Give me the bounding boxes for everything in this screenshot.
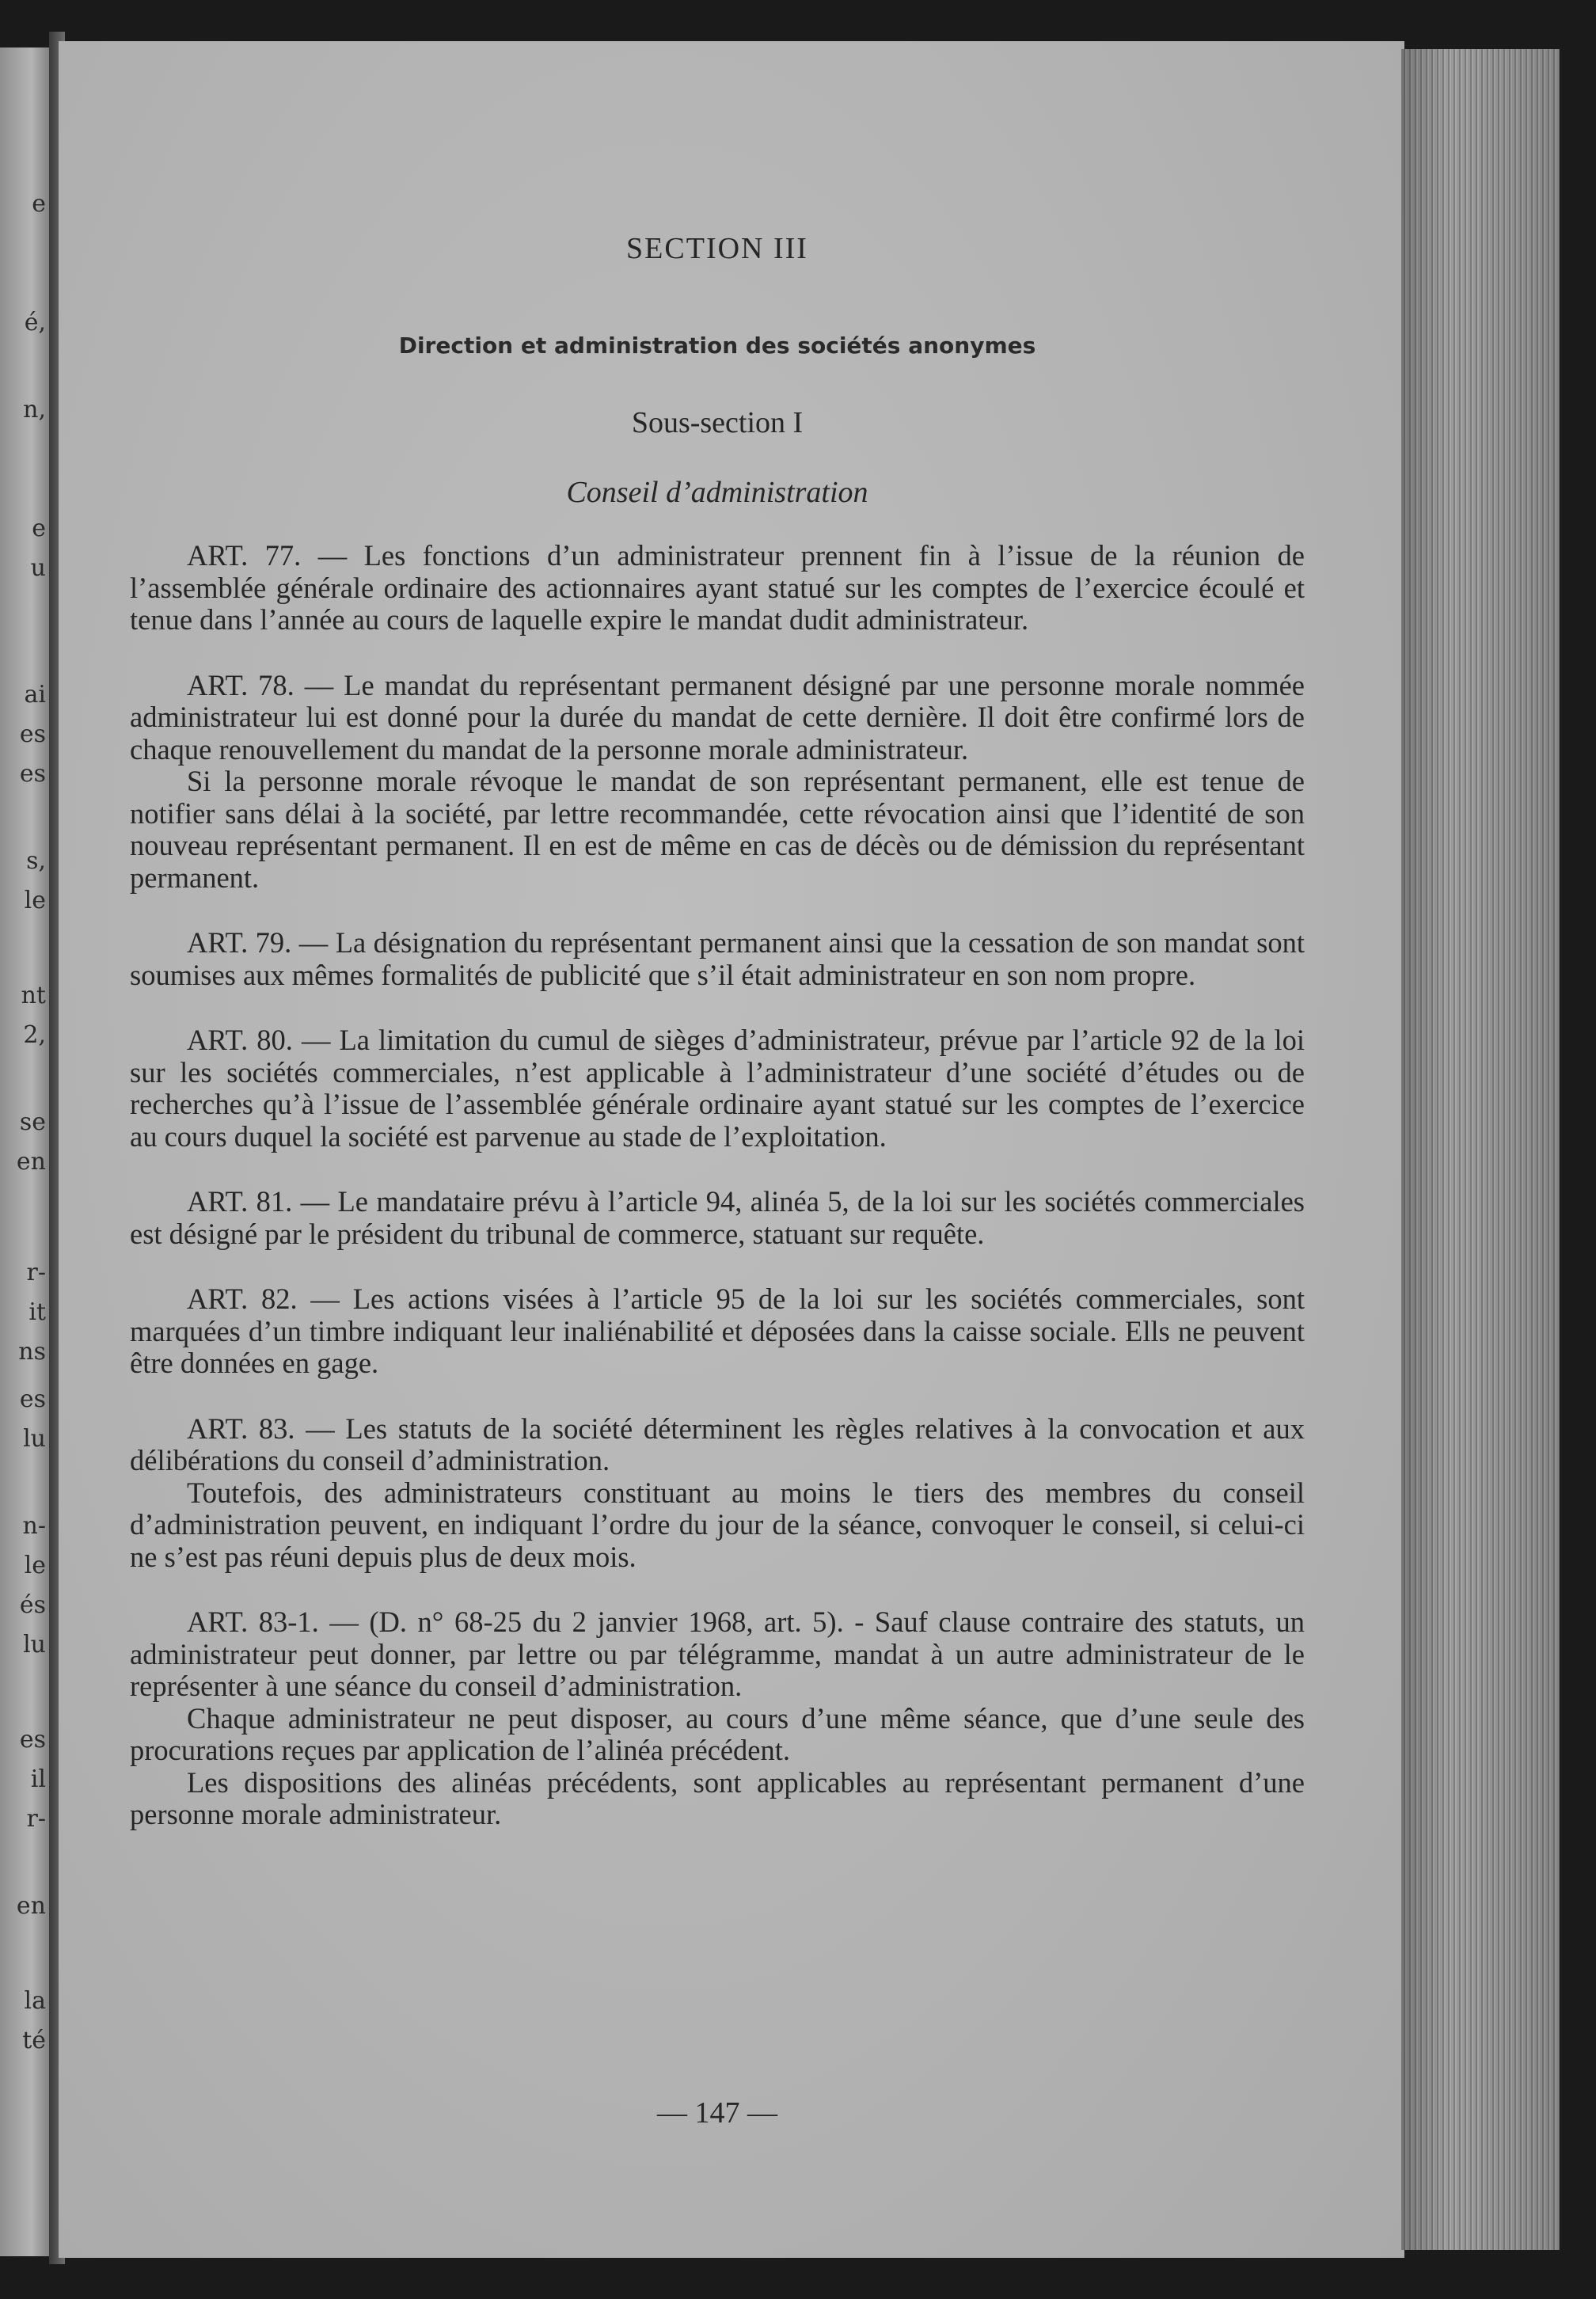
left-page-fragment: en: [16, 1148, 46, 1176]
article: [130, 927, 1305, 991]
article: [130, 540, 1305, 636]
left-page-fragment: le: [24, 1552, 46, 1579]
left-page-fragment: en: [16, 1892, 46, 1920]
article-paragraph: ART. 81. — Le mandataire prévu à l’article 94, alinéa 5, de la loi sur les sociétés commerciales est désigné par le président du tribunal de commerce, statuant sur requête.: [130, 1185, 1305, 1250]
left-page-fragment: es: [19, 1726, 46, 1754]
article-paragraph: Les dispositions des alinéas précédents, sont applicables au représentant permanent d’une personne morale administrateur.: [130, 1765, 1305, 1830]
left-page-fragment: la: [24, 1987, 46, 2015]
left-page-fragment: e: [32, 515, 46, 542]
left-page-fragment: é,: [24, 309, 46, 336]
article: [130, 1024, 1305, 1153]
left-page-fragment: r-: [26, 1259, 46, 1286]
left-page-fragment: le: [24, 887, 46, 914]
subsection-heading: Conseil d’administration: [566, 476, 868, 509]
left-page-fragment: it: [28, 1298, 46, 1326]
article: [130, 1606, 1305, 1831]
document-page: [59, 41, 1404, 2258]
article-paragraph: ART. 80. — La limitation du cumul de sièges d’administrateur, prévue par l’article 92 de la loi sur les sociétés commerciales, n’est applicable à l’administrateur d’une société d’études ou de recherches qu’à l’issue de l’assemblée générale ordinaire ayant statué sur les comptes de l’exercice au cours duquel la société est parvenue au stade de l’exploitation.: [130, 1024, 1305, 1153]
left-page-fragment: 2,: [23, 1021, 46, 1049]
left-page-fragment: u: [30, 554, 46, 582]
section-subtitle: Direction et administration des sociétés anonymes: [398, 332, 1036, 359]
article-paragraph: Toutefois, des administrateurs constituant au moins le tiers des membres du conseil d’administration peuvent, en indiquant l’ordre du jour de la séance, convoquer le conseil, si celui-ci ne s’est pas réuni depuis plus de deux mois.: [130, 1476, 1305, 1573]
section-title: SECTION III: [626, 232, 808, 265]
left-page-fragment: n-: [22, 1512, 46, 1540]
article-paragraph: ART. 82. — Les actions visées à l’article 95 de la loi sur les sociétés commerciales, sont marquées d’un timbre indiquant leur inaliénabilité et déposées dans la caisse sociale. Ells ne peuvent être données en gage.: [130, 1282, 1305, 1379]
page-number: — 147 —: [657, 2096, 777, 2130]
left-facing-page: [0, 48, 52, 2256]
articles-body: [130, 540, 1305, 1864]
left-page-fragment: n,: [23, 396, 46, 424]
left-page-fragment: lu: [23, 1425, 46, 1453]
article: [130, 1186, 1305, 1250]
left-page-fragment: té: [22, 2027, 46, 2054]
article-paragraph: ART. 83. — Les statuts de la société déterminent les règles relatives à la convocation et aux délibérations du conseil d’administration.: [130, 1412, 1305, 1476]
article: [130, 1283, 1305, 1380]
left-page-fragment: es: [19, 1385, 46, 1413]
page-edges: [1401, 49, 1560, 2250]
left-page-fragment: r-: [26, 1805, 46, 1833]
article-paragraph: ART. 83-1. — (D. n° 68-25 du 2 janvier 1968, art. 5). - Sauf clause contraire des statuts, un administrateur peut donner, par lettre ou par télégramme, mandat à un autre administrateur de le représenter à une séance du conseil d’administration.: [130, 1606, 1305, 1702]
subsection-title: Sous-section I: [631, 406, 804, 439]
left-page-fragment: nt: [21, 982, 46, 1009]
left-page-fragment: il: [30, 1765, 46, 1793]
article-paragraph: ART. 78. — Le mandat du représentant permanent désigné par une personne morale nommée administrateur lui est donné pour la durée du mandat de cette dernière. Il doit être confirmé lors de chaque renouvellement du mandat de la personne morale administrateur.: [130, 668, 1305, 766]
left-page-fragment: e: [32, 190, 46, 218]
left-page-fragment: se: [19, 1108, 46, 1136]
left-page-fragment: s,: [26, 847, 46, 875]
left-page-fragment: ns: [18, 1338, 46, 1366]
article-paragraph: Chaque administrateur ne peut disposer, au cours d’une même séance, que d’une seule des procurations reçues par application de l’alinéa précédent.: [130, 1701, 1305, 1766]
article: [130, 670, 1305, 895]
left-page-fragment: és: [19, 1591, 46, 1619]
left-page-fragment: ai: [24, 681, 46, 709]
article-paragraph: ART. 77. — Les fonctions d’un administrateur prennent fin à l’issue de la réunion de l’assemblée générale ordinaire des actionnaires ayant statué sur les comptes de l’exercice écoulé et tenue dans l’année au cours de laquelle expire le mandat dudit administrateur.: [130, 539, 1305, 636]
article-paragraph: ART. 79. — La désignation du représentant permanent ainsi que la cessation de son mandat sont soumises aux mêmes formalités de publicité que s’il était administrateur en son nom propre.: [130, 926, 1305, 991]
left-page-fragment: es: [19, 720, 46, 748]
left-page-fragment: es: [19, 760, 46, 788]
article-paragraph: Si la personne morale révoque le mandat de son représentant permanent, elle est tenue de notifier sans délai à la société, par lettre recommandée, cette révocation ainsi que l’identité de son nouveau représentant permanent. Il en est de même en cas de décès ou de démission du représentant permanent.: [130, 765, 1305, 894]
article: [130, 1413, 1305, 1574]
left-page-fragment: lu: [23, 1631, 46, 1659]
